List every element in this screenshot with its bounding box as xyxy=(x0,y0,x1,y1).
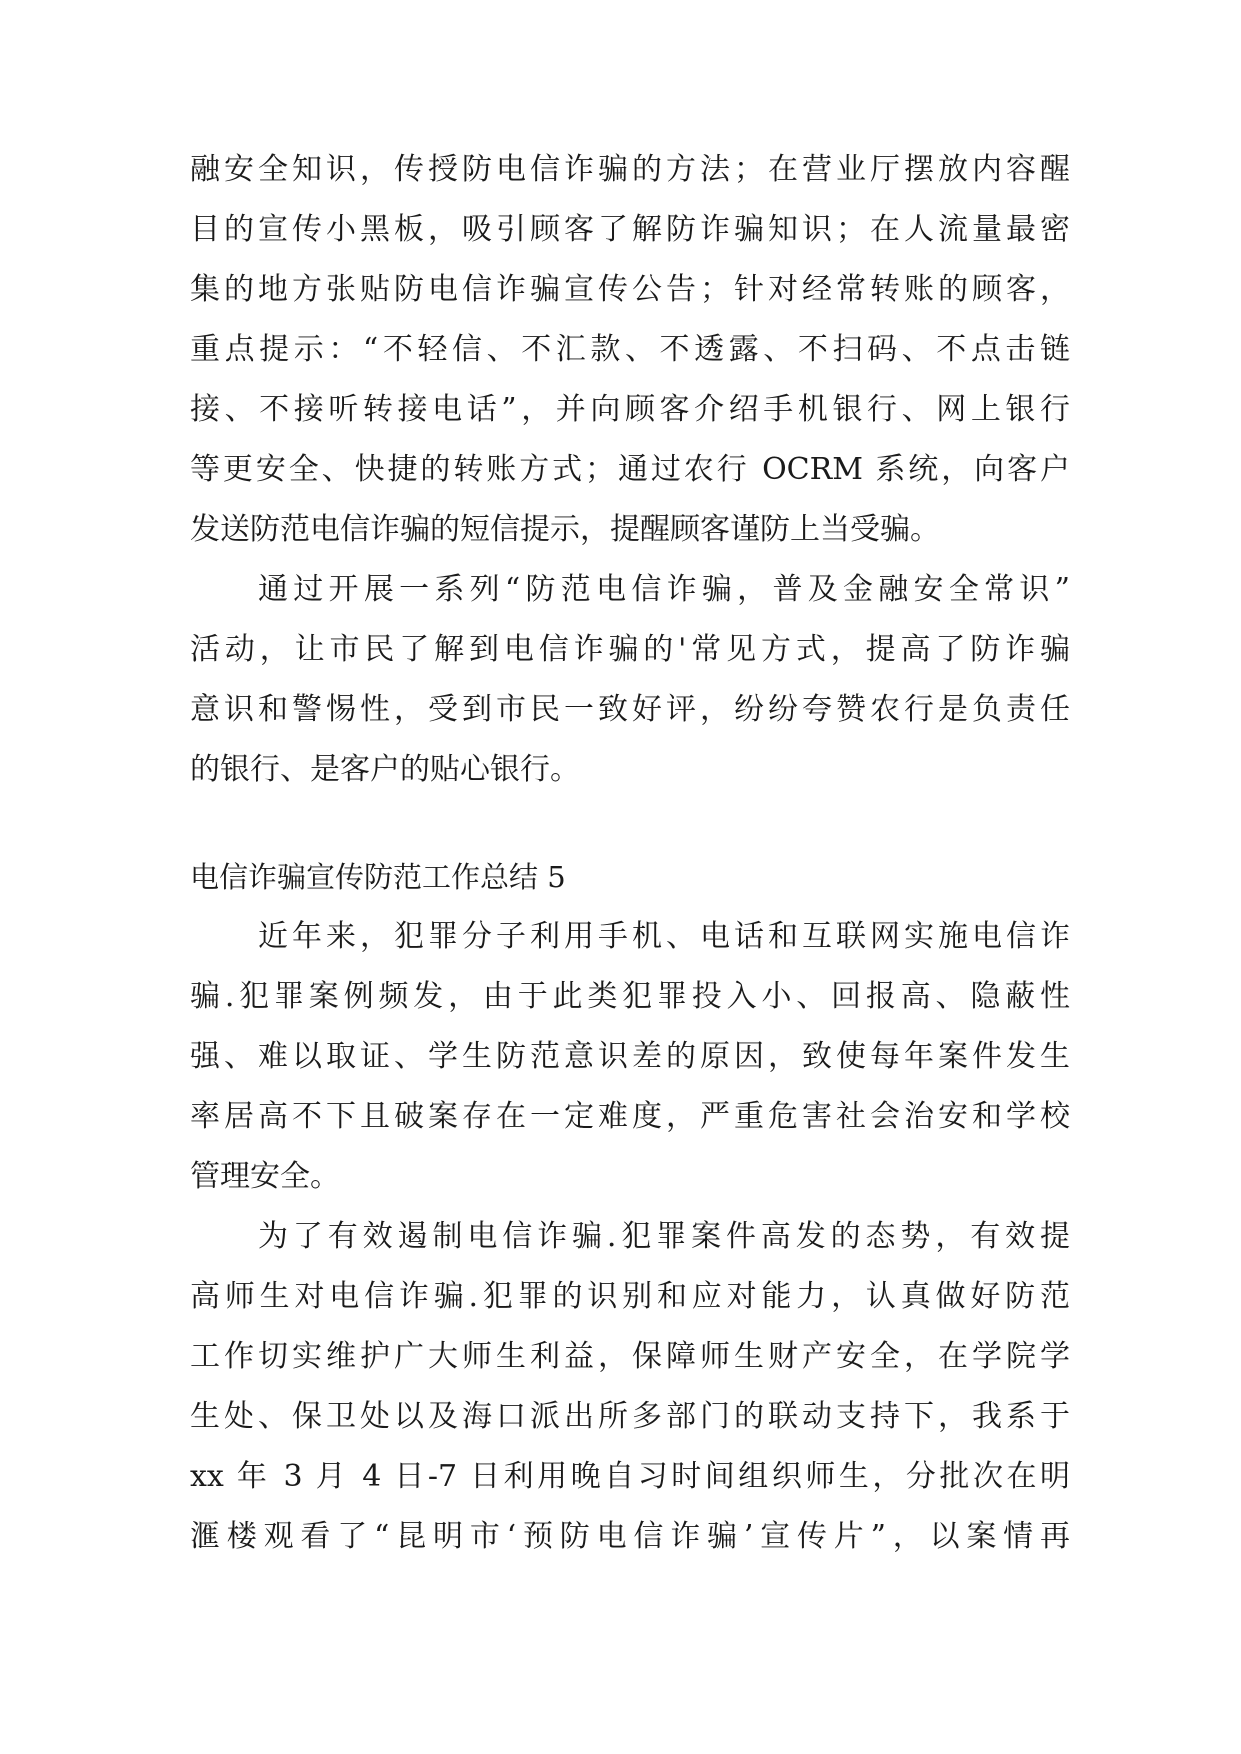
paragraph-3-line-3: 强、难以取证、学生防范意识差的原因，致使每年案件发生 xyxy=(190,1039,1070,1074)
paragraph-1-line-7: 发送防范电信诈骗的短信提示，提醒顾客谨防上当受骗。 xyxy=(190,512,940,547)
section-title: 电信诈骗宣传防范工作总结 5 xyxy=(190,860,566,894)
paragraph-1-line-4: 重点提示：“不轻信、不汇款、不透露、不扫码、不点击链 xyxy=(190,332,1070,367)
paragraph-3-line-5: 管理安全。 xyxy=(190,1159,340,1194)
paragraph-1-line-5: 接、不接听转接电话”，并向顾客介绍手机银行、网上银行 xyxy=(190,392,1070,427)
paragraph-3-line-1: 近年来，犯罪分子利用手机、电话和互联网实施电信诈 xyxy=(258,919,1070,954)
paragraph-4-line-1: 为了有效遏制电信诈骗.犯罪案件高发的态势，有效提 xyxy=(258,1219,1070,1254)
paragraph-4-line-4: 生处、保卫处以及海口派出所多部门的联动支持下，我系于 xyxy=(190,1399,1070,1434)
paragraph-1-line-3: 集的地方张贴防电信诈骗宣传公告；针对经常转账的顾客， xyxy=(190,272,1070,307)
paragraph-4-line-5: xx 年 3 月 4 日-7 日利用晚自习时间组织师生，分批次在明 xyxy=(190,1459,1070,1494)
paragraph-4-line-6: 滙楼观看了“昆明市‘预防电信诈骗’宣传片”，以案情再 xyxy=(190,1519,1070,1554)
paragraph-4-line-3: 工作切实维护广大师生利益，保障师生财产安全，在学院学 xyxy=(190,1339,1070,1374)
paragraph-1-line-2: 目的宣传小黑板，吸引顾客了解防诈骗知识；在人流量最密 xyxy=(190,212,1070,247)
paragraph-4-line-2: 高师生对电信诈骗.犯罪的识别和应对能力，认真做好防范 xyxy=(190,1279,1070,1314)
paragraph-3-line-2: 骗.犯罪案例频发，由于此类犯罪投入小、回报高、隐蔽性 xyxy=(190,979,1070,1014)
paragraph-2-line-4: 的银行、是客户的贴心银行。 xyxy=(190,752,580,787)
paragraph-2-line-1: 通过开展一系列“防范电信诈骗，普及金融安全常识” xyxy=(258,572,1070,607)
paragraph-3-line-4: 率居高不下且破案存在一定难度，严重危害社会治安和学校 xyxy=(190,1099,1070,1134)
paragraph-1-line-1: 融安全知识，传授防电信诈骗的方法；在营业厅摆放内容醒 xyxy=(190,152,1070,187)
paragraph-1-line-6: 等更安全、快捷的转账方式；通过农行 OCRM 系统，向客户 xyxy=(190,452,1070,487)
paragraph-2-line-3: 意识和警惕性，受到市民一致好评，纷纷夸赞农行是负责任 xyxy=(190,692,1070,727)
paragraph-2-line-2: 活动，让市民了解到电信诈骗的'常见方式，提高了防诈骗 xyxy=(190,632,1070,667)
